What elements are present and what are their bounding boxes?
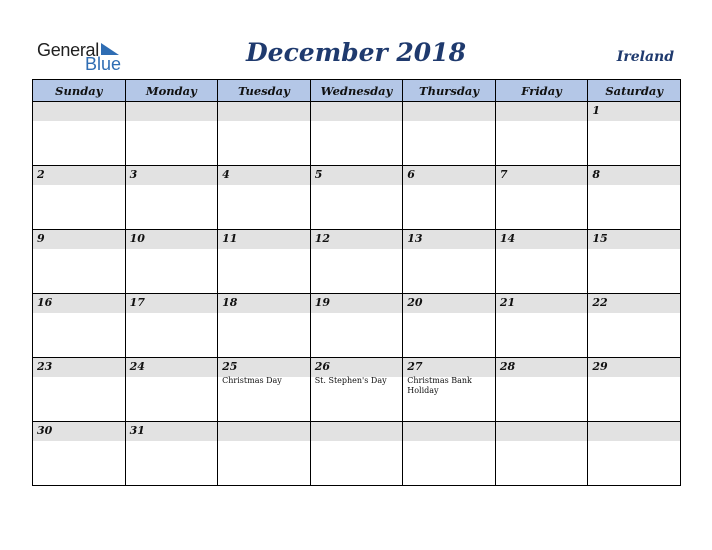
- weekday-header: Saturday: [588, 80, 681, 102]
- day-cell: [310, 166, 403, 230]
- day-cell: [495, 166, 588, 230]
- day-number: 27: [407, 360, 423, 373]
- day-cell: [310, 358, 403, 422]
- date-bar: [403, 102, 495, 121]
- logo-blue-text: Blue: [85, 54, 122, 74]
- day-cell: [588, 166, 681, 230]
- date-bar: [496, 102, 588, 121]
- date-bar: [588, 166, 680, 185]
- holiday-label: Christmas Day: [222, 376, 282, 385]
- holiday-label: Christmas Bank Holiday: [407, 376, 472, 395]
- day-number: 15: [592, 232, 608, 245]
- day-cell: [125, 294, 218, 358]
- logo-general-text: General: [37, 40, 99, 60]
- date-bar: [588, 422, 680, 441]
- day-cell: [33, 102, 126, 166]
- day-number: 28: [499, 360, 516, 373]
- day-cell: [588, 294, 681, 358]
- day-number: 31: [129, 424, 145, 437]
- day-number: 9: [37, 232, 45, 245]
- calendar-grid: [32, 79, 681, 486]
- day-cell: [125, 230, 218, 294]
- date-bar: [218, 102, 310, 121]
- day-cell: [310, 102, 403, 166]
- day-number: 10: [129, 232, 145, 245]
- day-number: 26: [314, 360, 330, 373]
- day-cell: [125, 422, 218, 486]
- date-bar: [126, 102, 218, 121]
- day-cell: [218, 294, 311, 358]
- day-number: 3: [129, 168, 138, 181]
- date-bar: [33, 102, 125, 121]
- date-bar: [218, 422, 310, 441]
- day-cell: [588, 102, 681, 166]
- day-number: 30: [37, 424, 53, 437]
- day-number: 16: [37, 296, 53, 309]
- day-number: 4: [222, 168, 230, 181]
- day-number: 18: [222, 296, 238, 309]
- day-number: 23: [37, 360, 53, 373]
- day-number: 11: [222, 232, 238, 245]
- calendar-body: [33, 102, 681, 486]
- day-cell: [403, 358, 496, 422]
- day-cell: [33, 422, 126, 486]
- day-cell: [218, 230, 311, 294]
- date-bar: [496, 166, 588, 185]
- day-cell: [33, 166, 126, 230]
- day-cell: [310, 294, 403, 358]
- day-cell: [588, 358, 681, 422]
- weekday-header: Friday: [495, 80, 588, 102]
- date-bar: [403, 422, 495, 441]
- day-cell: [495, 358, 588, 422]
- day-number: 8: [592, 168, 601, 181]
- day-cell: [495, 230, 588, 294]
- day-cell: [310, 230, 403, 294]
- day-number: 13: [407, 232, 423, 245]
- date-bar: [311, 102, 403, 121]
- date-bar: [311, 422, 403, 441]
- day-cell: [125, 358, 218, 422]
- day-number: 20: [407, 296, 423, 309]
- day-number: 24: [129, 360, 145, 373]
- day-number: 25: [222, 360, 238, 373]
- day-number: 5: [314, 168, 323, 181]
- date-bar: [218, 166, 310, 185]
- week-row: [33, 166, 681, 230]
- holiday-label: St. Stephen's Day: [314, 376, 387, 385]
- date-bar: [33, 230, 125, 249]
- weekday-header: Sunday: [33, 80, 126, 102]
- day-cell: [403, 230, 496, 294]
- calendar-title: December 2018: [245, 38, 466, 67]
- day-cell: [218, 358, 311, 422]
- week-row: [33, 294, 681, 358]
- day-number: 7: [499, 168, 508, 181]
- day-cell: [403, 166, 496, 230]
- weekday-header: Tuesday: [218, 80, 311, 102]
- date-bar: [403, 166, 495, 185]
- week-row: [33, 358, 681, 422]
- day-number: 22: [592, 296, 608, 309]
- day-cell: [218, 102, 311, 166]
- week-row: [33, 422, 681, 486]
- day-cell: [588, 230, 681, 294]
- day-number: 19: [314, 296, 330, 309]
- day-cell: [403, 422, 496, 486]
- day-number: 1: [592, 104, 601, 117]
- week-row: [33, 102, 681, 166]
- day-number: 6: [407, 168, 415, 181]
- day-cell: [33, 294, 126, 358]
- day-number: 17: [129, 296, 145, 309]
- day-cell: [33, 358, 126, 422]
- day-cell: [495, 102, 588, 166]
- day-cell: [218, 166, 311, 230]
- day-number: 14: [499, 232, 516, 245]
- weekday-header: Wednesday: [310, 80, 403, 102]
- day-cell: [403, 102, 496, 166]
- date-bar: [126, 166, 218, 185]
- weekday-header-row: [33, 80, 681, 102]
- day-cell: [310, 422, 403, 486]
- week-row: [33, 230, 681, 294]
- day-cell: [125, 166, 218, 230]
- day-cell: [495, 422, 588, 486]
- day-number: 12: [314, 232, 330, 245]
- weekday-header: Thursday: [403, 80, 496, 102]
- date-bar: [496, 422, 588, 441]
- day-cell: [125, 102, 218, 166]
- day-number: 29: [592, 360, 608, 373]
- day-cell: [403, 294, 496, 358]
- day-cell: [33, 230, 126, 294]
- day-number: 2: [37, 168, 45, 181]
- day-cell: [495, 294, 588, 358]
- day-cell: [588, 422, 681, 486]
- country-name: Ireland: [616, 49, 674, 65]
- day-cell: [218, 422, 311, 486]
- weekday-header: Monday: [125, 80, 218, 102]
- day-number: 21: [499, 296, 516, 309]
- date-bar: [33, 166, 125, 185]
- date-bar: [311, 166, 403, 185]
- date-bar: [588, 102, 680, 121]
